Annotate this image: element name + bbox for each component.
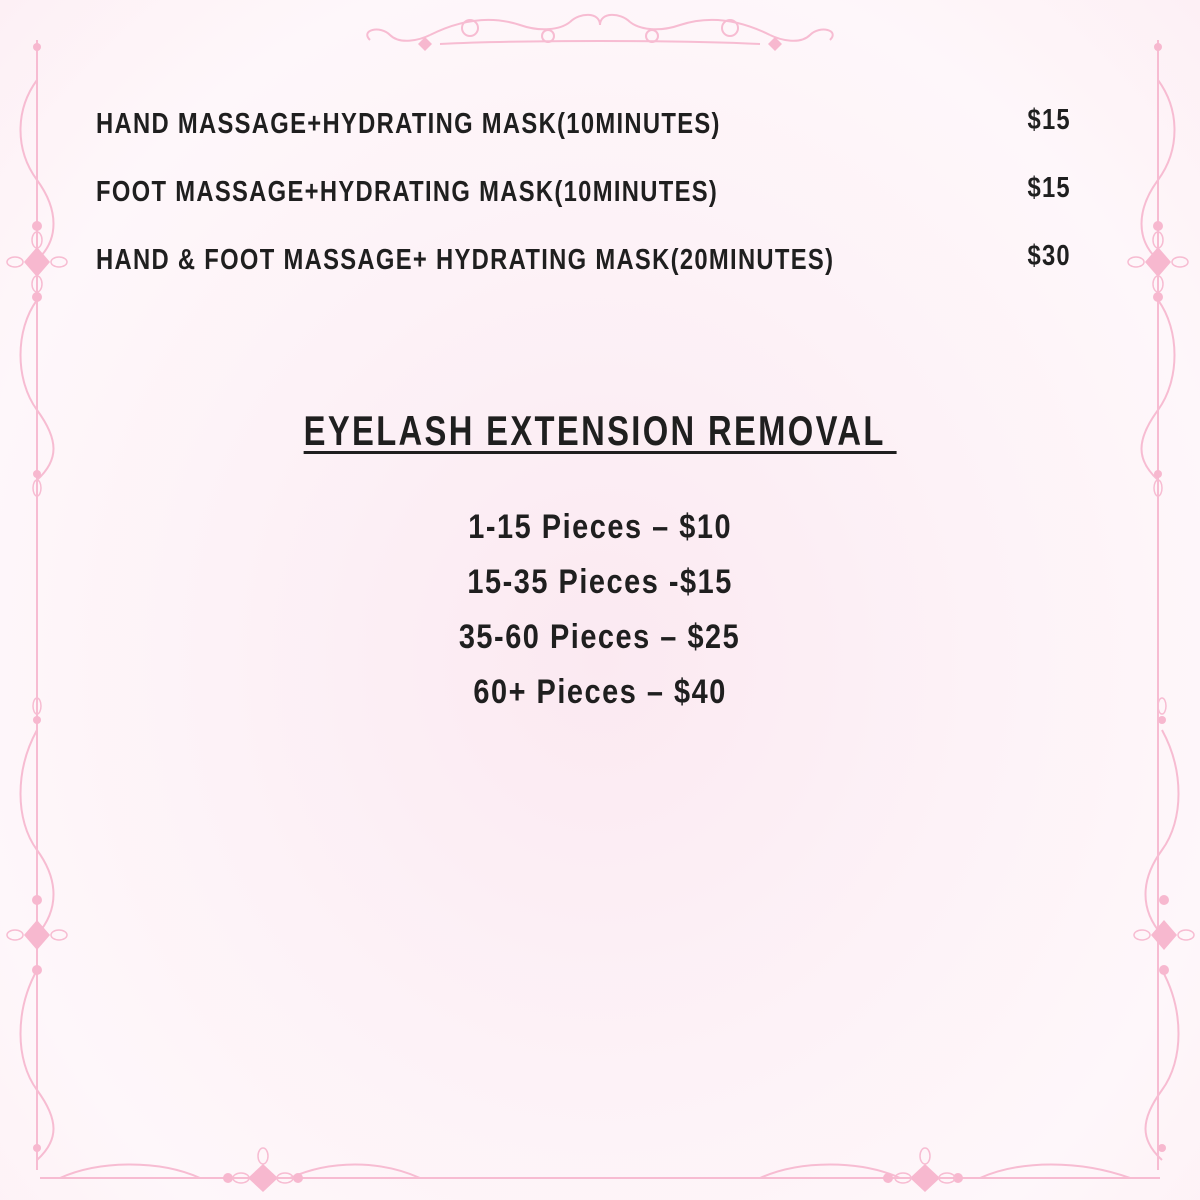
- pricing-item-text: 15-35 Pieces -$15: [467, 563, 733, 601]
- pricing-item-text: 60+ Pieces – $40: [473, 673, 727, 711]
- service-row: [96, 172, 1071, 244]
- service-name: HAND & FOOT MASSAGE+ HYDRATING MASK(20MINUTES): [96, 244, 835, 276]
- services-list: [96, 104, 1071, 312]
- pricing-item: [0, 615, 1200, 670]
- service-name: HAND MASSAGE+HYDRATING MASK(10MINUTES): [96, 108, 721, 140]
- pricing-item: [0, 560, 1200, 615]
- service-price: $15: [1027, 172, 1071, 204]
- service-name: FOOT MASSAGE+HYDRATING MASK(10MINUTES): [96, 176, 719, 208]
- service-row: [96, 104, 1071, 176]
- pricing-item-text: 1-15 Pieces – $10: [468, 508, 732, 546]
- removal-pricing-list: [0, 505, 1200, 725]
- service-row: [96, 240, 1071, 312]
- pricing-item: [0, 670, 1200, 725]
- removal-section-header: [0, 407, 1200, 455]
- pricing-item: [0, 505, 1200, 560]
- section-title: EYELASH EXTENSION REMOVAL: [303, 407, 897, 454]
- service-price: $15: [1027, 104, 1071, 136]
- service-price: $30: [1027, 240, 1071, 272]
- pricing-item-text: 35-60 Pieces – $25: [459, 618, 741, 656]
